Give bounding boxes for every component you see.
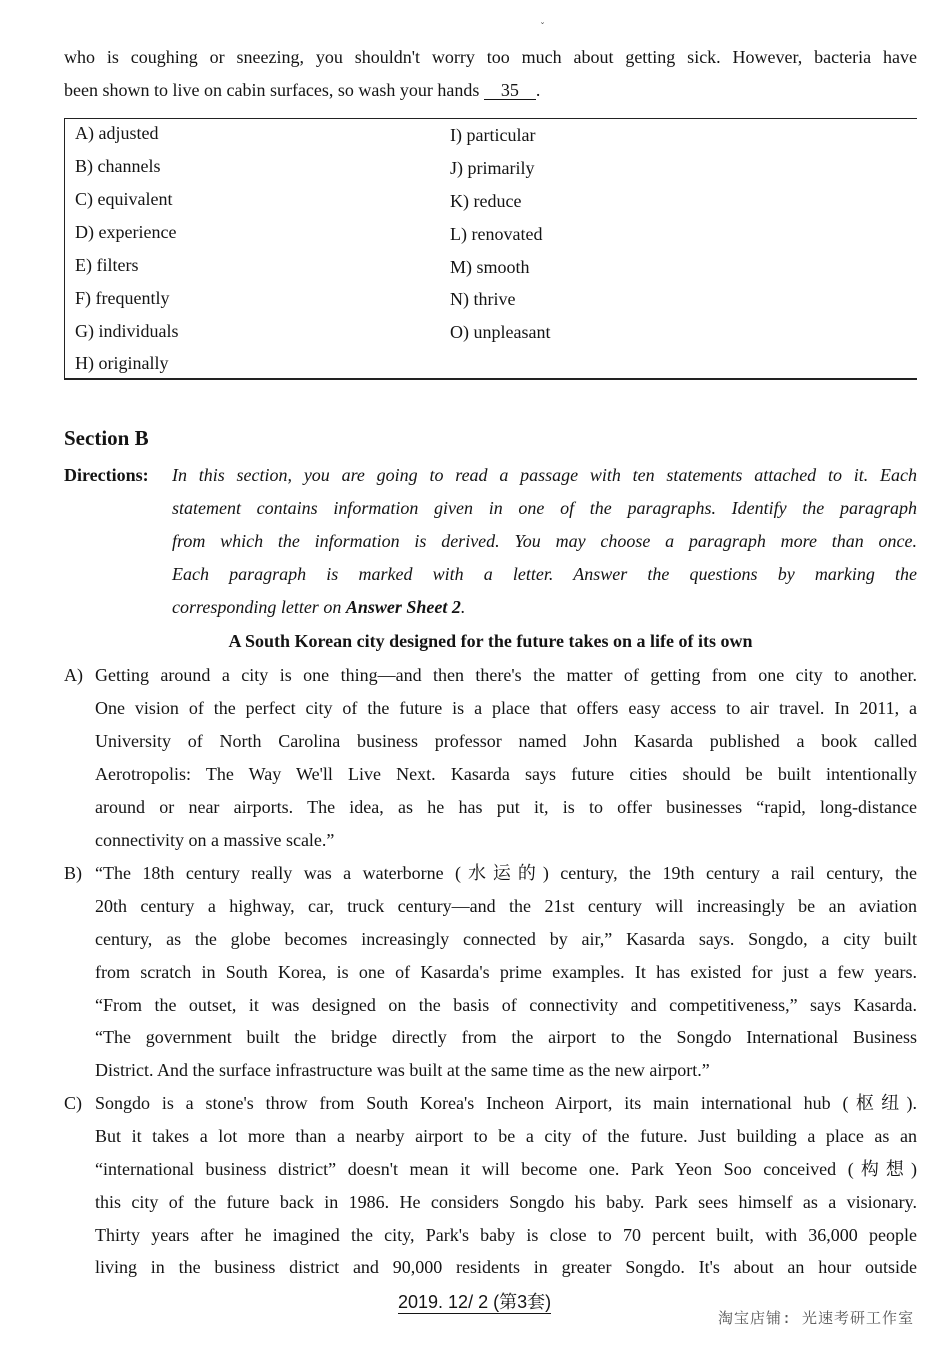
option-d: D) experience <box>75 222 177 242</box>
paragraph-line: One vision of the perfect city of the future is a place that offers easy access to air travel. In 2011, a <box>95 698 917 718</box>
option-m: M) smooth <box>450 257 530 277</box>
page-footer: 2019. 12/ 2 (第3套) <box>398 1292 552 1312</box>
paragraph-line: “The 18th century really was a waterborne (水运的) century, the 19th century a rail century, the <box>95 863 917 883</box>
directions-line: statement contains information given in one of the paragraphs. Identify the paragraph <box>172 498 917 518</box>
option-a: A) adjusted <box>75 123 159 143</box>
option-o: O) unpleasant <box>450 322 551 342</box>
passage-title: A South Korean city designed for the future takes on a life of its own <box>228 631 753 651</box>
paragraph-letter-a: A) <box>64 665 83 685</box>
directions-line-last: corresponding letter on Answer Sheet 2. <box>172 597 466 617</box>
section-title: Section B <box>64 426 149 450</box>
paragraph-line: Getting around a city is one thing—and then there's the matter of getting from one city to another. <box>95 665 917 685</box>
paragraph-line: “The government built the bridge directly from the airport to the Songdo International Business <box>95 1027 917 1047</box>
paragraph-line: But it takes a lot more than a nearby airport to be a city of the future. Just building a place as an <box>95 1126 917 1146</box>
option-b: B) channels <box>75 156 161 176</box>
directions-line: from which the information is derived. You may choose a paragraph more than once. <box>172 531 917 551</box>
directions-line: In this section, you are going to read a passage with ten statements attached to it. Each <box>172 465 917 485</box>
paragraph-line: this city of the future back in 1986. He considers Songdo his baby. Park sees himself as a visionary. <box>95 1192 917 1212</box>
top-mark: ˇ <box>540 22 545 33</box>
paragraph-line: Songdo is a stone's throw from South Korea's Incheon Airport, its main international hub (枢纽). <box>95 1093 917 1113</box>
continued-line-1: who is coughing or sneezing, you shouldn't worry too much about getting sick. However, bacteria have <box>64 47 917 67</box>
option-c: C) equivalent <box>75 189 173 209</box>
paragraph-line: Thirty years after he imagined the city, Park's baby is close to 70 percent built, with 36,000 people <box>95 1225 917 1245</box>
option-f: F) frequently <box>75 288 170 308</box>
paragraph-line: living in the business district and 90,000 residents in greater Songdo. It's about an hour outside <box>95 1257 917 1277</box>
option-l: L) renovated <box>450 224 543 244</box>
paragraph-line: “international business district” doesn't mean it will become one. Park Yeon Soo conceived (构想) <box>95 1159 917 1179</box>
paragraph-line: from scratch in South Korea, is one of Kasarda's prime examples. It has existed for just a few years. <box>95 962 917 982</box>
paragraph-line: “From the outset, it was designed on the basis of connectivity and competitiveness,” says Kasarda. <box>95 995 917 1015</box>
directions-label: Directions: <box>64 465 149 485</box>
answer-sheet-label: Answer Sheet 2 <box>345 597 461 617</box>
option-n: N) thrive <box>450 289 516 309</box>
paragraph-line: Aerotropolis: The Way We'll Live Next. Kasarda says future cities should be built intentionally <box>95 764 917 784</box>
continued-line-2 <box>64 79 917 101</box>
paragraph-letter-b: B) <box>64 863 82 883</box>
paragraph-line: University of North Carolina business professor named John Kasarda published a book called <box>95 731 917 751</box>
continued-line-2-text: been shown to live on cabin surfaces, so wash your hands <box>64 80 480 100</box>
option-h: H) originally <box>75 353 169 373</box>
paragraph-line: around or near airports. The idea, as he has put it, is to offer businesses “rapid, long-distance <box>95 797 917 817</box>
directions-line: Each paragraph is marked with a letter. Answer the questions by marking the <box>172 564 917 584</box>
shop-watermark: 淘宝店铺: 光速考研工作室 <box>718 1309 915 1327</box>
word-bank-box <box>64 118 917 380</box>
option-g: G) individuals <box>75 321 179 341</box>
paragraph-line: connectivity on a massive scale.” <box>95 830 335 850</box>
paragraph-line: 20th century a highway, car, truck century—and the 21st century will increasingly be an aviation <box>95 896 917 916</box>
option-k: K) reduce <box>450 191 522 211</box>
paragraph-line: century, as the globe becomes increasingly connected by air,” Kasarda says. Songdo, a city built <box>95 929 917 949</box>
option-e: E) filters <box>75 255 139 275</box>
option-j: J) primarily <box>450 158 535 178</box>
paragraph-letter-c: C) <box>64 1093 82 1113</box>
option-i: I) particular <box>450 125 536 145</box>
answer-blank-35: 35 <box>484 81 536 100</box>
continued-line-2-end: . <box>535 80 541 100</box>
paragraph-line: District. And the surface infrastructure was built at the same time as the new airport.” <box>95 1060 710 1080</box>
